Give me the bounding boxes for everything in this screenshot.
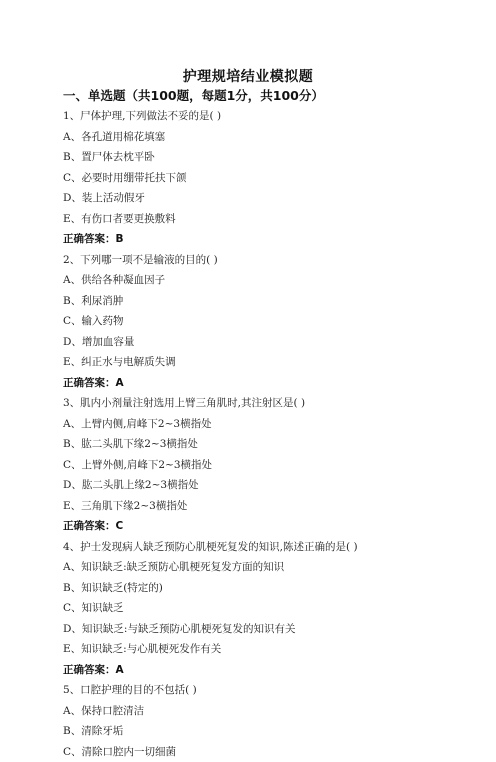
section-heading: 一、单选题（共100题，每题1分，共100分） (63, 86, 324, 104)
document-title: 护理规培结业模拟题 (0, 66, 496, 86)
question-option: A、保持口腔清洁 (63, 701, 483, 722)
question-stem: 4、护士发现病人缺乏预防心肌梗死复发的知识,陈述正确的是( ) (63, 537, 483, 558)
question-option: D、知识缺乏:与缺乏预防心肌梗死复发的知识有关 (63, 619, 483, 640)
question-option: C、输入药物 (63, 311, 483, 332)
question-stem: 3、肌内小剂量注射选用上臂三角肌时,其注射区是( ) (63, 393, 483, 414)
correct-answer: 正确答案：A (63, 660, 483, 681)
question-stem: 5、口腔护理的目的不包括( ) (63, 680, 483, 701)
question-list (63, 106, 483, 762)
question-option: B、清除牙垢 (63, 721, 483, 742)
question-option: B、肱二头肌下缘2~3横指处 (63, 434, 483, 455)
question-option: A、上臂内侧,肩峰下2~3横指处 (63, 414, 483, 435)
question-option: D、肱二头肌上缘2~3横指处 (63, 475, 483, 496)
question-option: C、清除口腔内一切细菌 (63, 742, 483, 762)
question-option: C、必要时用绷带托扶下颌 (63, 168, 483, 189)
correct-answer: 正确答案：B (63, 229, 483, 250)
question-option: D、装上活动假牙 (63, 188, 483, 209)
question-option: C、知识缺乏 (63, 598, 483, 619)
question-option: A、各孔道用棉花填塞 (63, 127, 483, 148)
question-stem: 2、下列哪一项不是输液的目的( ) (63, 250, 483, 271)
question-option: E、有伤口者要更换敷料 (63, 209, 483, 230)
question-option: E、纠正水与电解质失调 (63, 352, 483, 373)
correct-answer: 正确答案：A (63, 373, 483, 394)
question-option: A、知识缺乏:缺乏预防心肌梗死复发方面的知识 (63, 557, 483, 578)
question-stem: 1、尸体护理,下列做法不妥的是( ) (63, 106, 483, 127)
question-option: B、置尸体去枕平卧 (63, 147, 483, 168)
question-option: B、利尿消肿 (63, 291, 483, 312)
question-option: E、三角肌下缘2~3横指处 (63, 496, 483, 517)
question-option: C、上臂外侧,肩峰下2~3横指处 (63, 455, 483, 476)
question-option: B、知识缺乏(特定的) (63, 578, 483, 599)
question-option: E、知识缺乏:与心肌梗死发作有关 (63, 639, 483, 660)
question-option: D、增加血容量 (63, 332, 483, 353)
correct-answer: 正确答案：C (63, 516, 483, 537)
question-option: A、供给各种凝血因子 (63, 270, 483, 291)
